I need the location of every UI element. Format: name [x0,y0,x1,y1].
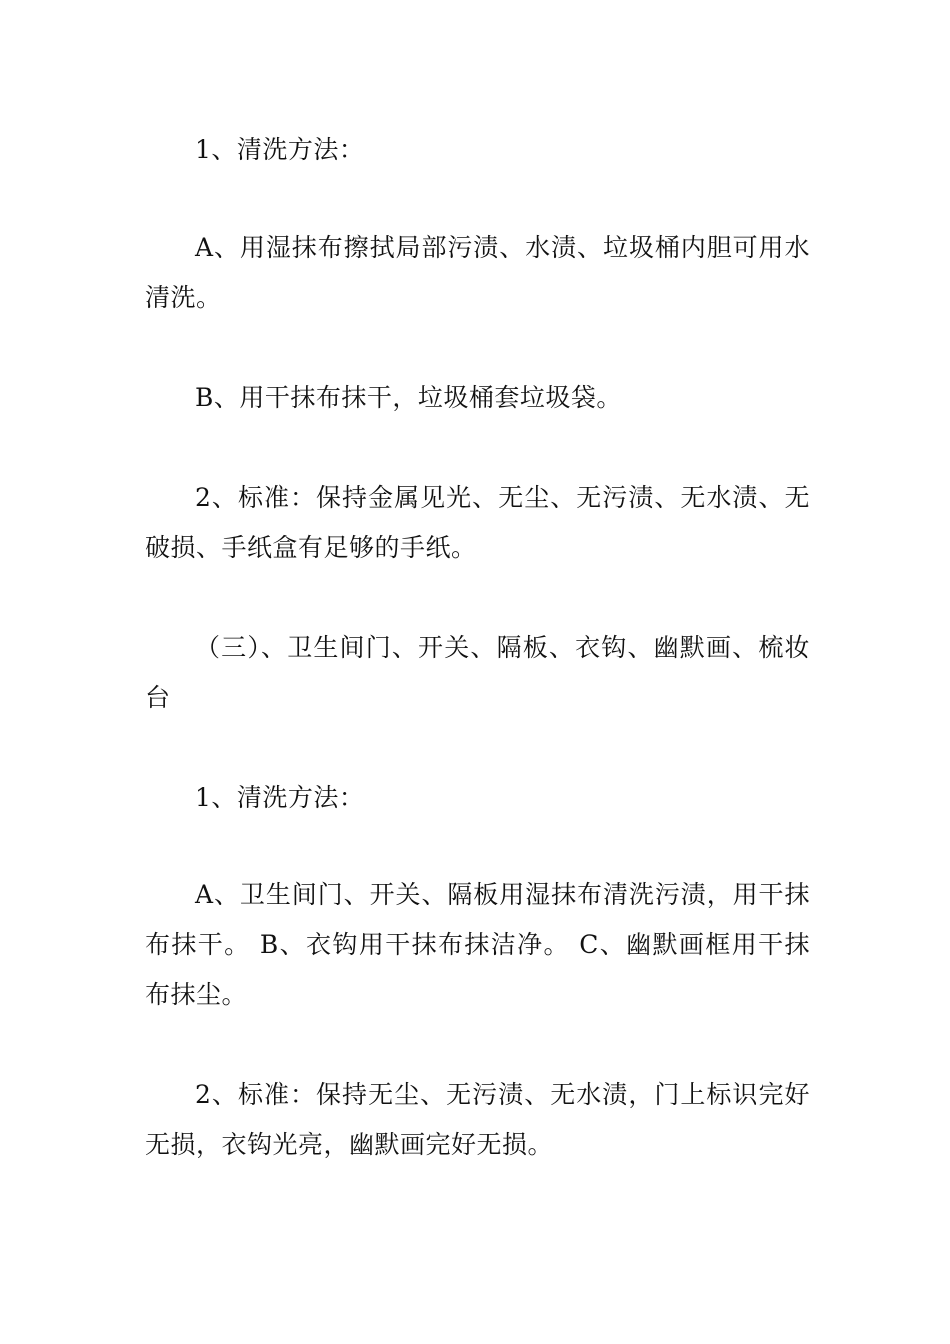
paragraph-cleaning-method-2: 1、清洗方法： [195,783,365,812]
paragraph-standard-1: 2、标准：保持金属见光、无尘、无污渍、无水渍、无破损、手纸盒有足够的手纸。 [145,483,810,562]
paragraph-cleaning-method-1: 1、清洗方法： [195,135,365,164]
paragraph-step-a-1: A、用湿抹布擦拭局部污渍、水渍、垃圾桶内胆可用水清洗。 [145,233,810,312]
section-heading-3: （三）、卫生间门、开关、隔板、衣钩、幽默画、梳妆台 [145,633,810,712]
paragraph-standard-2: 2、标准：保持无尘、无污渍、无水渍，门上标识完好无损，衣钩光亮，幽默画完好无损。 [145,1080,810,1159]
paragraph-steps-abc-2: A、卫生间门、开关、隔板用湿抹布清洗污渍，用干抹布抹干。 B、衣钩用干抹布抹洁净。 C、幽默画框用干抹布抹尘。 [145,880,810,1009]
paragraph-step-b-1: B、用干抹布抹干，垃圾桶套垃圾袋。 [195,383,622,412]
